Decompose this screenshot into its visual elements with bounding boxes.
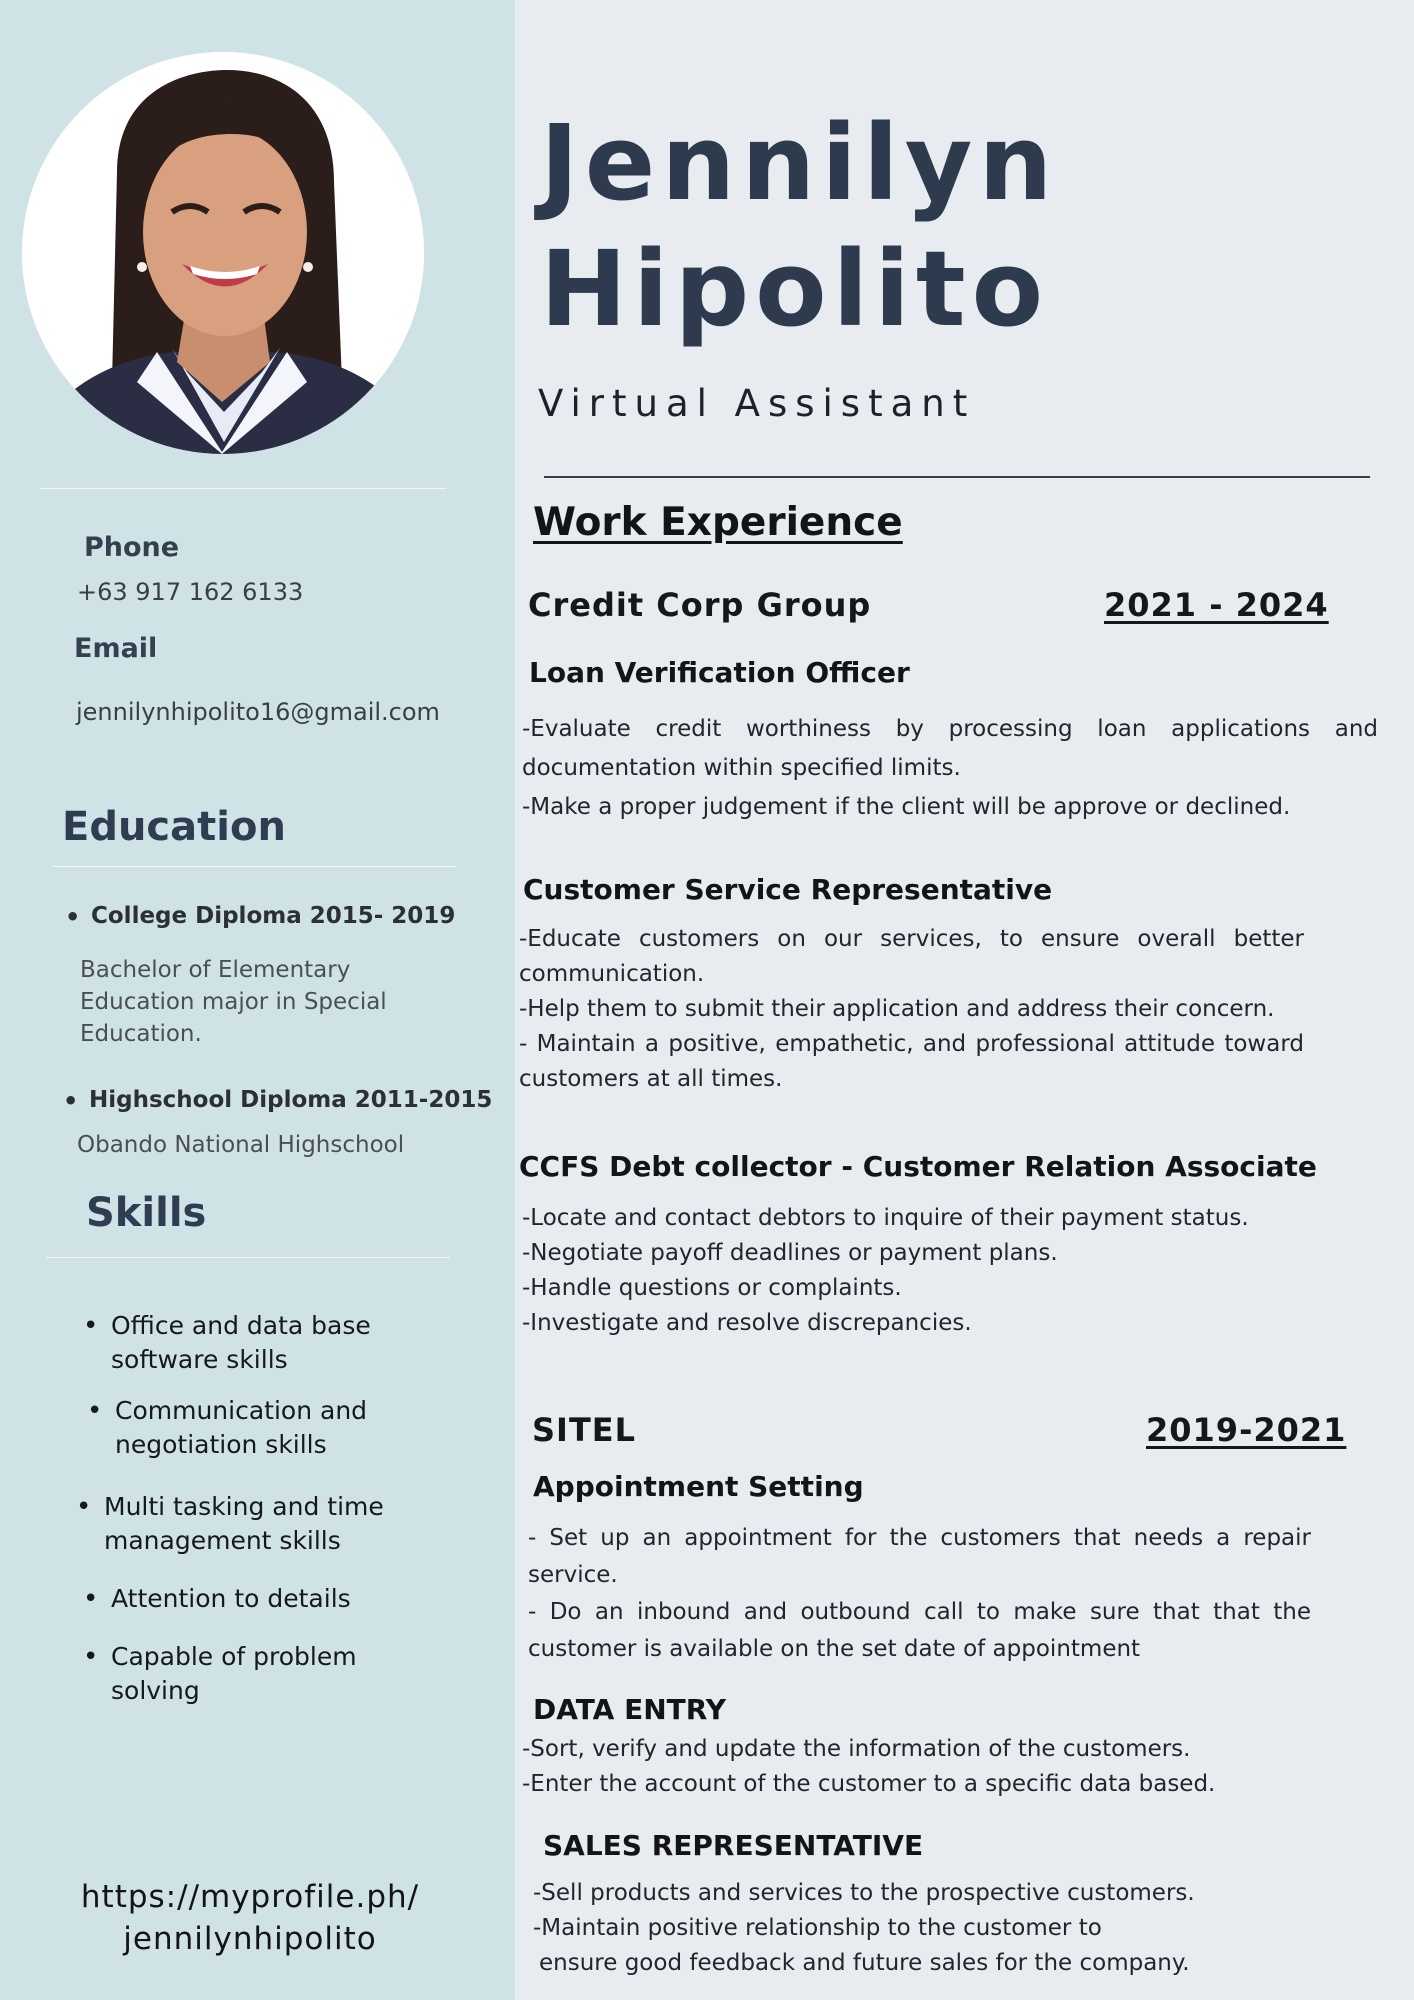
education-highschool-desc: Obando National Highschool	[77, 1132, 405, 1158]
role-description: -Sell products and services to the prospective customers. -Maintain positive relationship to the customer to ensure good feedback and future sales for the company.	[533, 1880, 1195, 1976]
education-divider	[52, 866, 456, 867]
role-title: Customer Service Representative	[523, 873, 1053, 906]
skill-item: • Multi tasking and time management skills	[104, 1490, 384, 1558]
role-title: DATA ENTRY	[533, 1693, 727, 1726]
role-title: SALES REPRESENTATIVE	[543, 1829, 924, 1862]
title-divider	[544, 476, 1370, 478]
job-years: 2021 - 2024	[1104, 586, 1329, 624]
role-description: -Evaluate credit worthiness by processing loan applications and documentation within specified limits. -Make a proper judgement if the client will be approve or declined.	[522, 716, 1378, 820]
email-address: jennilynhipolito16@gmail.com	[76, 698, 440, 726]
email-label: Email	[74, 633, 158, 664]
role-description: -Locate and contact debtors to inquire of their payment status. -Negotiate payoff deadlines or payment plans. -Handle questions or complaints. -Investigate and resolve discrepancies.	[522, 1205, 1249, 1336]
role-description: -Educate customers on our services, to ensure overall better communication. -Help them to submit their application and address their concern. - Maintain a positive, empathetic, and professional attitude toward customers at all times.	[519, 926, 1304, 1092]
skills-heading: Skills	[86, 1190, 207, 1236]
phone-label: Phone	[84, 532, 180, 563]
education-item-college: • College Diploma 2015- 2019	[91, 903, 455, 929]
company-name: Credit Corp Group	[528, 586, 872, 624]
full-name: Jennilyn Hipolito	[540, 102, 1059, 350]
role-title: CCFS Debt collector - Customer Relation Associate	[519, 1150, 1317, 1183]
work-experience-heading: Work Experience	[533, 500, 903, 545]
company-name: SITEL	[532, 1411, 637, 1449]
sidebar-divider	[40, 488, 446, 489]
skill-item: • Capable of problem solving	[111, 1640, 357, 1708]
skill-item: • Office and data base software skills	[111, 1309, 371, 1377]
profile-photo	[22, 52, 424, 454]
education-heading: Education	[62, 804, 286, 850]
phone-number: +63 917 162 6133	[77, 578, 304, 606]
skill-item: • Attention to details	[111, 1582, 351, 1616]
role-title: Loan Verification Officer	[529, 656, 910, 689]
role-description: - Set up an appointment for the customers that needs a repair service. - Do an inbound and outbound call to make sure that that the customer is available on the set date of appointment	[528, 1525, 1311, 1662]
job-title: Virtual Assistant	[538, 382, 976, 425]
role-title: Appointment Setting	[533, 1470, 864, 1503]
education-college-desc: Bachelor of Elementary Education major in Special Education.	[80, 957, 387, 1047]
education-item-highschool: • Highschool Diploma 2011-2015	[89, 1087, 492, 1113]
profile-link[interactable]: https://myprofile.ph/ jennilynhipolito	[80, 1879, 420, 1957]
skills-divider	[46, 1257, 450, 1258]
skill-item: • Communication and negotiation skills	[115, 1394, 367, 1462]
job-years: 2019-2021	[1146, 1411, 1347, 1449]
role-description: -Sort, verify and update the information of the customers. -Enter the account of the customer to a specific data based.	[522, 1736, 1216, 1797]
